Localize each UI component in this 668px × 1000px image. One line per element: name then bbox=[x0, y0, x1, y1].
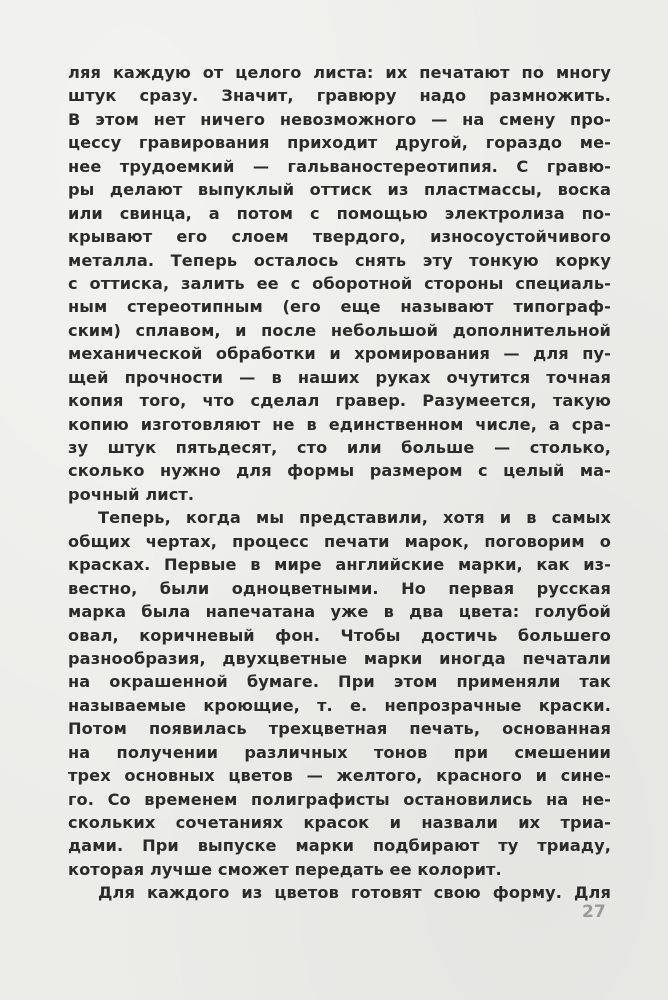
text-line: щей прочности — в наших руках очутится точная bbox=[68, 367, 611, 387]
text-line: вестно, были одноцветными. Но первая русская bbox=[68, 578, 611, 598]
paragraph-first-line: Для каждого из цветов готовят свою форму. Для bbox=[98, 883, 611, 903]
text-line: ляя каждую от целого листа: их печатают по многу bbox=[68, 63, 611, 82]
text-line: дами. При выпуске марки подбирают ту триаду, bbox=[68, 836, 611, 856]
text-line: которая лучше сможет передать ее колорит. bbox=[68, 859, 502, 879]
page-number: 27 bbox=[582, 902, 606, 922]
body-text bbox=[68, 61, 611, 905]
text-line: сколько нужно для формы размером с целый ма- bbox=[68, 461, 611, 481]
text-line: на окрашенной бумаге. При этом применяли так bbox=[68, 672, 611, 692]
text-line: нее трудоемкий — гальваностереотипия. С гравю- bbox=[68, 156, 611, 176]
text-line: копия того, что сделал гравер. Разумеется, такую bbox=[68, 391, 611, 411]
text-line: с оттиска, залить ее с оборотной стороны специаль- bbox=[68, 273, 611, 293]
text-line: В этом нет ничего невозможного — на смену про- bbox=[68, 109, 611, 129]
text-line: рочный лист. bbox=[68, 484, 195, 504]
text-line: красках. Первые в мире английские марки, как из- bbox=[68, 555, 611, 575]
text-line: Потом появилась трехцветная печать, основанная bbox=[68, 719, 611, 739]
text-line: или свинца, а потом с помощью электролиза по- bbox=[68, 203, 611, 223]
text-line: разнообразия, двухцветные марки иногда печатали bbox=[68, 648, 611, 668]
text-line: ным стереотипным (его еще называют типограф- bbox=[68, 297, 611, 317]
text-line: зу штук пятьдесят, сто или больше — столько, bbox=[68, 438, 611, 457]
text-line: ским) сплавом, и после небольшой дополнительной bbox=[68, 320, 611, 340]
text-line: штук сразу. Значит, гравюру надо размножить. bbox=[68, 86, 611, 106]
paragraph-first-line: Теперь, когда мы представили, хотя и в самых bbox=[98, 508, 611, 528]
text-line: на получении различных тонов при смешении bbox=[68, 742, 611, 762]
text-line: называемые кроющие, т. е. непрозрачные краски. bbox=[68, 695, 611, 715]
text-line: ры делают выпуклый оттиск из пластмассы, воска bbox=[68, 180, 611, 200]
text-line: механической обработки и хромирования — для пу- bbox=[68, 344, 611, 364]
text-line: трех основных цветов — желтого, красного и сине- bbox=[68, 766, 611, 786]
text-line: металла. Теперь осталось снять эту тонкую корку bbox=[68, 250, 611, 270]
text-line: общих чертах, процесс печати марок, поговорим о bbox=[68, 531, 611, 551]
text-line: крывают его слоем твердого, износоустойчивого bbox=[68, 227, 611, 247]
text-line: скольких сочетаниях красок и назвали их триа- bbox=[68, 813, 611, 832]
text-line: го. Со временем полиграфисты остановились на не- bbox=[68, 789, 611, 809]
text-line: копию изготовляют не в единственном числе, а сра- bbox=[68, 414, 611, 434]
text-line: марка была напечатана уже в два цвета: голубой bbox=[68, 602, 611, 622]
text-line: цессу гравирования приходит другой, гораздо ме- bbox=[68, 133, 611, 153]
text-line: овал, коричневый фон. Чтобы достичь большего bbox=[68, 625, 611, 645]
